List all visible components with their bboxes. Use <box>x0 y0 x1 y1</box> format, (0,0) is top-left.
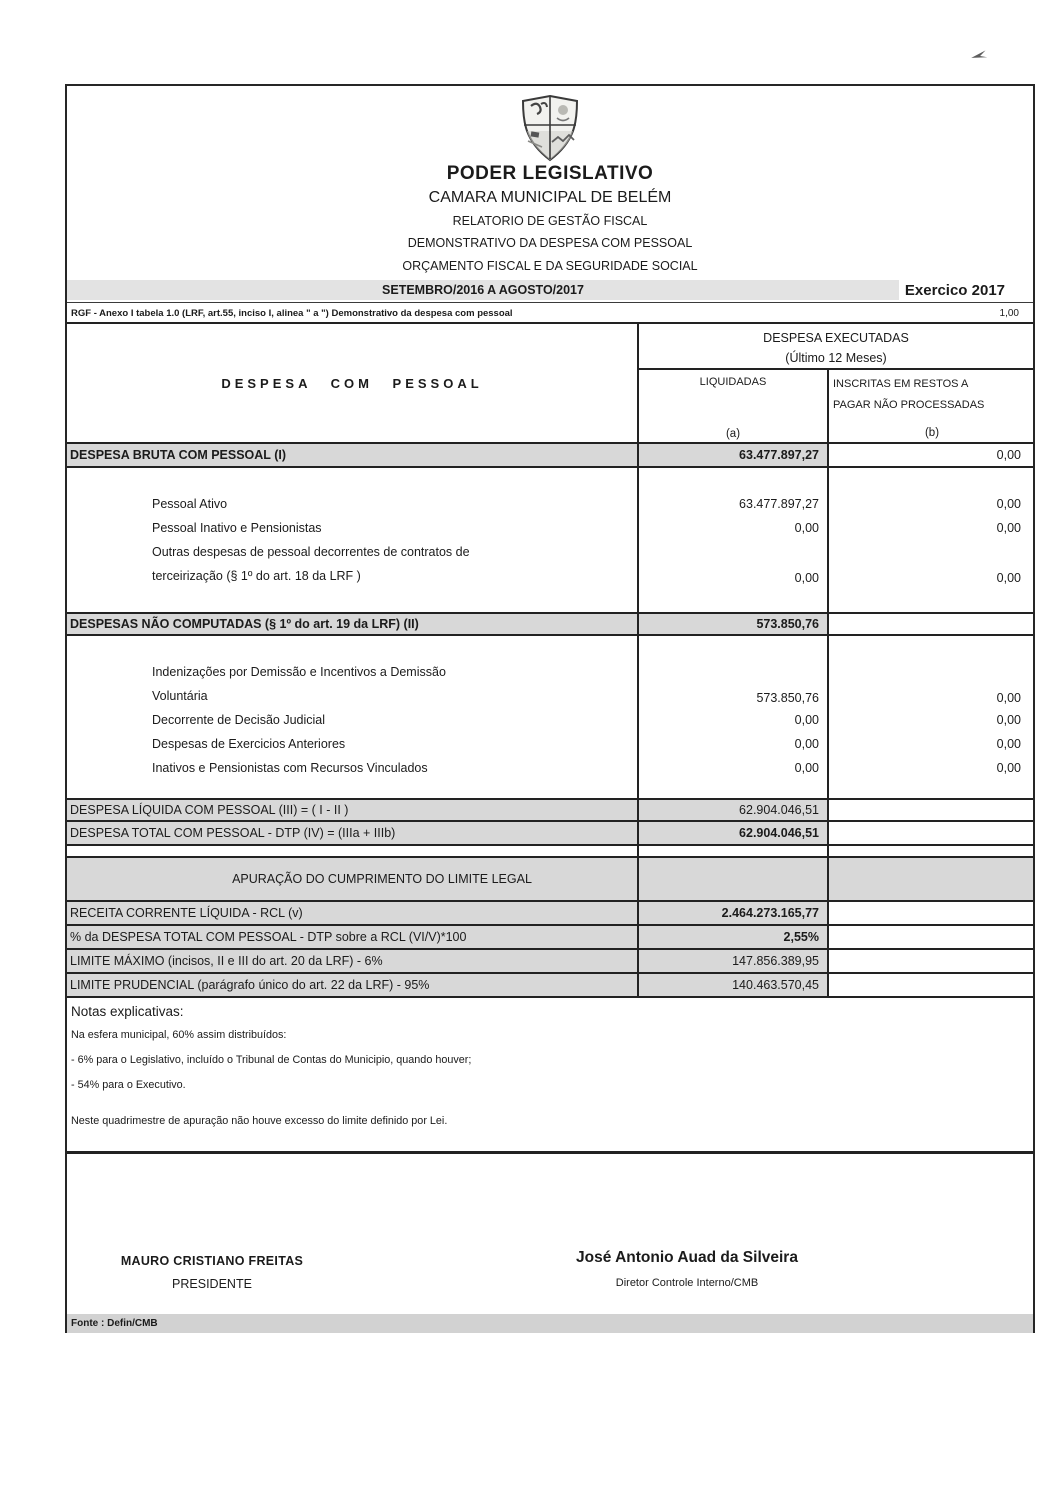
report-name: RELATORIO DE GESTÃO FISCAL <box>452 214 648 228</box>
liquidadas-value: 0,00 <box>794 571 819 585</box>
liquidadas-cell <box>637 516 827 540</box>
restos-cell <box>827 708 1033 732</box>
liquidadas-cell <box>637 540 827 588</box>
restos-cell <box>827 614 1033 634</box>
annotation-row <box>67 302 1033 322</box>
restos-cell <box>827 516 1033 540</box>
row-label-cell <box>67 800 637 820</box>
col-b-label-line2: PAGAR NÃO PROCESSADAS <box>833 399 985 411</box>
annotation-value: 1,00 <box>999 308 1019 319</box>
row-label: Decorrente de Decisão Judicial <box>152 713 326 727</box>
signature-area <box>67 1154 1033 1314</box>
restos-cell <box>827 540 1033 588</box>
scope-line: ORÇAMENTO FISCAL E DA SEGURIDADE SOCIAL <box>402 259 698 273</box>
liquidadas-cell <box>637 708 827 732</box>
president-name: MAURO CRISTIANO FREITAS <box>120 1254 304 1268</box>
restos-cell <box>827 732 1033 756</box>
liquidadas-cell <box>637 444 827 466</box>
table-row <box>67 902 1033 926</box>
restos-cell <box>827 636 1033 660</box>
restos-value: 0,00 <box>996 737 1021 751</box>
liquidadas-cell <box>637 492 827 516</box>
row-label-cell <box>67 444 637 466</box>
restos-cell <box>827 588 1033 612</box>
liquidadas-cell <box>637 588 827 612</box>
table-row <box>67 756 1033 780</box>
signature-director <box>517 1249 857 1289</box>
restos-value: 0,00 <box>996 691 1021 705</box>
row-label-cell <box>67 708 637 732</box>
coat-of-arms-icon <box>518 94 582 162</box>
report-page <box>65 84 1035 1333</box>
liquidadas-cell <box>637 950 827 972</box>
row-label-line2: terceirização (§ 1º do art. 18 da LRF ) <box>152 569 361 583</box>
row-label-cell <box>67 756 637 780</box>
table-row <box>67 660 1033 708</box>
signature-president <box>92 1254 332 1291</box>
liquidadas-cell <box>637 614 827 634</box>
branch-title: PODER LEGISLATIVO <box>446 163 654 184</box>
scan-mark-icon <box>970 48 990 60</box>
source-band <box>67 1314 1033 1333</box>
liquidadas-value: 573.850,76 <box>756 691 819 705</box>
row-label: DESPESA LÍQUIDA COM PESSOAL (III) = ( I - II ) <box>70 803 349 817</box>
row-label-cell <box>67 902 637 924</box>
table-row <box>67 822 1033 846</box>
annotation-text: RGF - Anexo I tabela 1.0 (LRF, art.55, inciso I, alinea " a ") Demonstrativo da despesa com pessoal <box>71 308 513 319</box>
restos-value: 0,00 <box>996 713 1021 727</box>
director-name: José Antonio Auad da Silveira <box>576 1249 798 1266</box>
restos-cell <box>827 780 1033 798</box>
table-body <box>67 444 1033 998</box>
notes-title: Notas explicativas: <box>71 1004 184 1019</box>
liquidadas-cell <box>637 756 827 780</box>
row-label: Inativos e Pensionistas com Recursos Vinculados <box>152 761 428 775</box>
source-label: Fonte : Defin/CMB <box>71 1318 158 1329</box>
director-role: Diretor Controle Interno/CMB <box>615 1277 759 1289</box>
table-row <box>67 516 1033 540</box>
restos-cell <box>827 756 1033 780</box>
liquidadas-cell <box>637 822 827 844</box>
restos-cell <box>827 822 1033 844</box>
row-label-cell <box>67 588 637 612</box>
table-row <box>67 588 1033 612</box>
row-label-cell <box>67 614 637 634</box>
row-label-cell <box>67 468 637 492</box>
note-closing: Neste quadrimestre de apuração não houve excesso do limite definido por Lei. <box>71 1115 448 1127</box>
row-label: Pessoal Inativo e Pensionistas <box>152 521 322 535</box>
restos-cell <box>827 974 1033 996</box>
restos-cell <box>827 492 1033 516</box>
row-label: APURAÇÃO DO CUMPRIMENTO DO LIMITE LEGAL <box>232 872 532 886</box>
org-name: CAMARA MUNICIPAL DE BELÉM <box>428 189 672 206</box>
table-row <box>67 858 1033 902</box>
liquidadas-value: 63.477.897,27 <box>739 448 819 462</box>
liquidadas-cell <box>637 780 827 798</box>
liquidadas-value: 573.850,76 <box>756 617 819 631</box>
period-row <box>67 280 1033 302</box>
liquidadas-value: 62.904.046,51 <box>739 803 819 817</box>
row-label-cell <box>67 492 637 516</box>
note-line: - 6% para o Legislativo, incluído o Tribunal de Contas do Municipio, quando houver; <box>71 1054 472 1066</box>
liquidadas-value: 62.904.046,51 <box>739 826 819 840</box>
table-row <box>67 444 1033 468</box>
liquidadas-value: 63.477.897,27 <box>739 497 819 511</box>
president-role: PRESIDENTE <box>172 1277 252 1291</box>
table-row <box>67 974 1033 998</box>
restos-cell <box>827 950 1033 972</box>
table-row <box>67 540 1033 588</box>
row-label-cell <box>67 822 637 844</box>
logo-row <box>67 86 1033 162</box>
restos-cell <box>827 902 1033 924</box>
note-line: - 54% para o Executivo. <box>71 1079 186 1091</box>
row-label: LIMITE MÁXIMO (incisos, II e III do art. 20 da LRF) - 6% <box>70 954 383 968</box>
table-row <box>67 468 1033 492</box>
table-row <box>67 926 1033 950</box>
liquidadas-cell <box>637 926 827 948</box>
row-label-cell <box>67 858 637 900</box>
row-label-cell <box>67 780 637 798</box>
group-header-line1: DESPESA EXECUTADAS <box>763 331 909 345</box>
liquidadas-cell <box>637 858 827 900</box>
restos-cell <box>827 858 1033 900</box>
row-label: DESPESAS NÃO COMPUTADAS (§ 1º do art. 19 da LRF) (II) <box>70 617 419 631</box>
liquidadas-value: 2.464.273.165,77 <box>721 906 819 920</box>
table-row <box>67 612 1033 636</box>
restos-value: 0,00 <box>996 761 1021 775</box>
table-row <box>67 636 1033 660</box>
row-label: Indenizações por Demissão e Incentivos a Demissão <box>152 665 446 679</box>
liquidadas-cell <box>637 974 827 996</box>
liquidadas-value: 2,55% <box>783 930 819 944</box>
table-row <box>67 798 1033 822</box>
liquidadas-cell <box>637 902 827 924</box>
restos-cell <box>827 468 1033 492</box>
row-label-cell <box>67 516 637 540</box>
liquidadas-cell <box>637 846 827 856</box>
row-label-cell <box>67 950 637 972</box>
col-a-label: LIQUIDADAS <box>699 376 767 388</box>
liquidadas-cell <box>637 732 827 756</box>
row-label: Pessoal Ativo <box>152 497 228 511</box>
restos-value: 0,00 <box>996 521 1021 535</box>
col-b-key: (b) <box>924 427 940 439</box>
row-label-cell <box>67 660 637 708</box>
period-label: SETEMBRO/2016 A AGOSTO/2017 <box>382 283 584 297</box>
restos-value: 0,00 <box>996 497 1021 511</box>
group-header-line2: (Último 12 Meses) <box>785 351 887 365</box>
liquidadas-value: 0,00 <box>794 761 819 775</box>
table-header <box>67 324 1033 444</box>
row-label: Outras despesas de pessoal decorrentes de contratos de <box>152 545 470 559</box>
restos-value: 0,00 <box>996 448 1021 462</box>
note-line: Na esfera municipal, 60% assim distribuídos: <box>71 1029 287 1041</box>
liquidadas-value: 0,00 <box>794 713 819 727</box>
row-label-cell <box>67 926 637 948</box>
row-label-cell <box>67 540 637 588</box>
col-a-key: (a) <box>725 428 741 440</box>
row-label: DESPESA TOTAL COM PESSOAL - DTP (IV) = (IIIa + IIIb) <box>70 826 396 840</box>
row-label: RECEITA CORRENTE LÍQUIDA - RCL (v) <box>70 906 303 920</box>
table-row <box>67 492 1033 516</box>
liquidadas-value: 0,00 <box>794 737 819 751</box>
liquidadas-value: 0,00 <box>794 521 819 535</box>
group-header <box>639 324 1033 370</box>
liquidadas-cell <box>637 660 827 708</box>
restos-cell <box>827 444 1033 466</box>
statement-name: DEMONSTRATIVO DA DESPESA COM PESSOAL <box>407 236 693 250</box>
liquidadas-value: 147.856.389,95 <box>732 954 819 968</box>
expense-table <box>67 322 1033 998</box>
col-b-label-line1: INSCRITAS EM RESTOS A <box>833 378 969 390</box>
table-row <box>67 732 1033 756</box>
liquidadas-value: 140.463.570,45 <box>732 978 819 992</box>
row-label-cell <box>67 974 637 996</box>
restos-cell <box>827 800 1033 820</box>
table-row <box>67 708 1033 732</box>
notes-section <box>67 998 1033 1154</box>
sub-columns <box>639 370 1033 442</box>
column-title: DESPESA COM PESSOAL <box>221 375 483 391</box>
period-band <box>67 280 899 300</box>
restos-cell <box>827 926 1033 948</box>
row-label-cell <box>67 636 637 660</box>
table-row <box>67 950 1033 974</box>
restos-cell <box>827 846 1033 856</box>
executed-columns <box>637 324 1033 442</box>
row-label: % da DESPESA TOTAL COM PESSOAL - DTP sobre a RCL (VI/V)*100 <box>70 930 467 944</box>
restos-value: 0,00 <box>996 571 1021 585</box>
col-b-header <box>827 370 1033 442</box>
col-a-header <box>639 370 827 442</box>
liquidadas-cell <box>637 636 827 660</box>
row-label-line2: Voluntária <box>152 689 208 703</box>
table-row <box>67 846 1033 858</box>
row-label: LIMITE PRUDENCIAL (parágrafo único do art. 22 da LRF) - 95% <box>70 978 430 992</box>
row-label-cell <box>67 846 637 856</box>
row-label-cell <box>67 732 637 756</box>
table-row <box>67 780 1033 798</box>
row-label: Despesas de Exercicios Anteriores <box>152 737 346 751</box>
exercise-label: Exercico 2017 <box>904 282 1005 299</box>
liquidadas-cell <box>637 800 827 820</box>
row-label: DESPESA BRUTA COM PESSOAL (I) <box>70 448 286 462</box>
restos-cell <box>827 660 1033 708</box>
liquidadas-cell <box>637 468 827 492</box>
